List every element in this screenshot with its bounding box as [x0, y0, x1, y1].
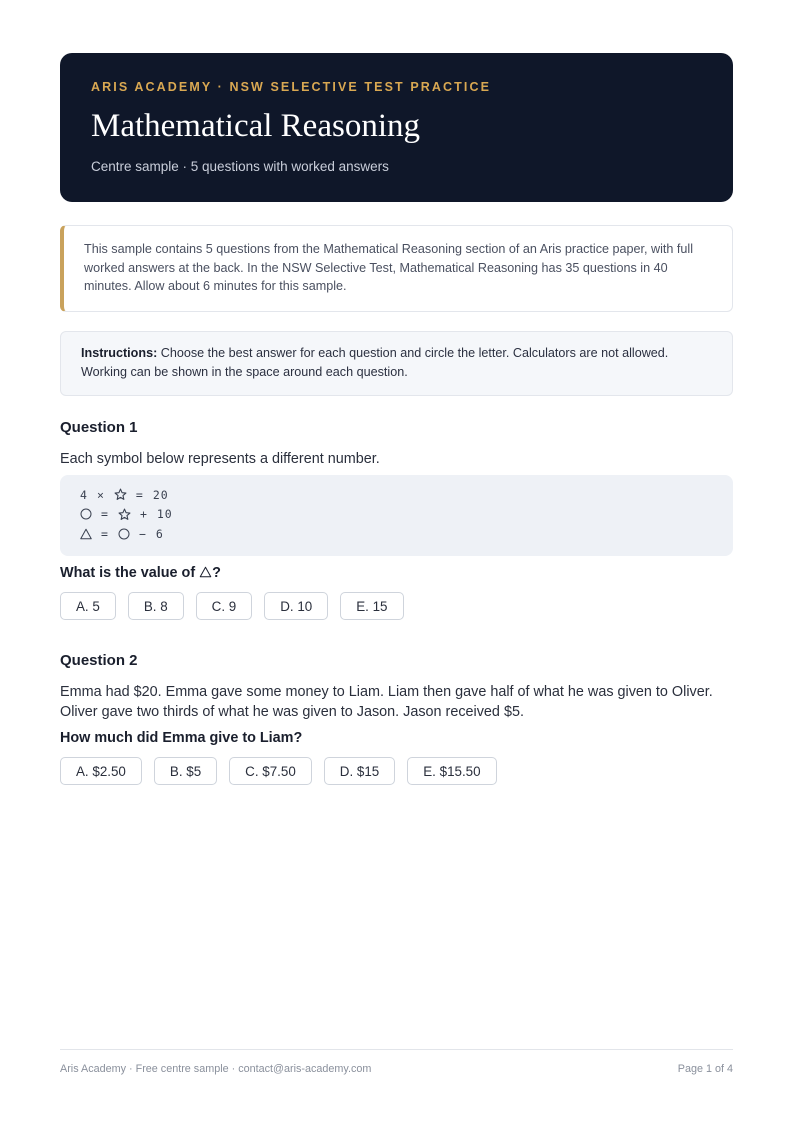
equals-sign: = [101, 526, 109, 541]
answer-option-d[interactable]: D. $15 [324, 757, 395, 785]
instructions-label: Instructions: [81, 346, 158, 360]
equation-number: 10 [156, 507, 173, 522]
plus-operator: + [139, 507, 148, 522]
answer-option-c[interactable]: C. 9 [196, 592, 253, 620]
footer-divider [60, 1049, 733, 1050]
equation-number: 4 [80, 487, 88, 502]
header-subtitle: Centre sample · 5 questions with worked answers [91, 159, 389, 175]
header-eyebrow: ARIS ACADEMY · NSW SELECTIVE TEST PRACTICE [91, 80, 492, 94]
answer-option-d[interactable]: D. 10 [264, 592, 328, 620]
circle-icon [118, 528, 130, 540]
intro-note: This sample contains 5 questions from the Mathematical Reasoning section of an Aris practice paper, with full worked answers at the back. In the NSW Selective Test, Mathematical Reasoning has 35 questions in 40 minutes. Allow about 6 minutes for this sample. [60, 225, 733, 312]
equation-line-3 [80, 524, 713, 544]
answer-option-e[interactable]: E. 15 [340, 592, 403, 620]
footer-contact: Aris Academy · Free centre sample · contact@aris-academy.com [60, 1063, 372, 1075]
question-2-ask: How much did Emma give to Liam? [60, 730, 303, 746]
times-operator: × [96, 487, 105, 502]
question-2-options [60, 757, 497, 785]
answer-option-b[interactable]: B. 8 [128, 592, 184, 620]
page-title: Mathematical Reasoning [91, 108, 420, 144]
star-icon [118, 508, 131, 521]
question-2-heading: Question 2 [60, 652, 138, 669]
circle-icon [80, 508, 92, 520]
equation-box [60, 475, 733, 556]
answer-option-a[interactable]: A. $2.50 [60, 757, 142, 785]
answer-option-a[interactable]: A. 5 [60, 592, 116, 620]
minus-operator: − [138, 526, 147, 541]
instructions-text: Choose the best answer for each question and circle the letter. Calculators are not allowed. Working can be shown in the space around each question. [81, 346, 669, 379]
triangle-icon [80, 528, 92, 540]
page-header [60, 53, 733, 202]
equation-number: 6 [155, 526, 164, 541]
answer-option-e[interactable]: E. $15.50 [407, 757, 496, 785]
equals-sign: = [135, 487, 144, 502]
answer-option-c[interactable]: C. $7.50 [229, 757, 312, 785]
triangle-icon [199, 565, 212, 581]
question-2-text: Emma had $20. Emma gave some money to Liam. Liam then gave half of what he was given to Oliver. Oliver gave two thirds of what he was given to Jason. Jason received $5. [60, 684, 713, 720]
question-1-heading: Question 1 [60, 419, 138, 436]
star-icon [114, 488, 127, 501]
answer-option-b[interactable]: B. $5 [154, 757, 217, 785]
equals-sign: = [101, 507, 109, 522]
question-1-text: Each symbol below represents a different number. [60, 451, 380, 467]
equation-line-2 [80, 505, 713, 525]
page-number: Page 1 of 4 [677, 1063, 733, 1075]
question-1-ask: What is the value of ? [60, 565, 221, 581]
equation-result: 20 [152, 487, 169, 502]
equation-line-1 [80, 485, 713, 505]
question-1-options [60, 592, 404, 620]
instructions-box [60, 331, 733, 396]
